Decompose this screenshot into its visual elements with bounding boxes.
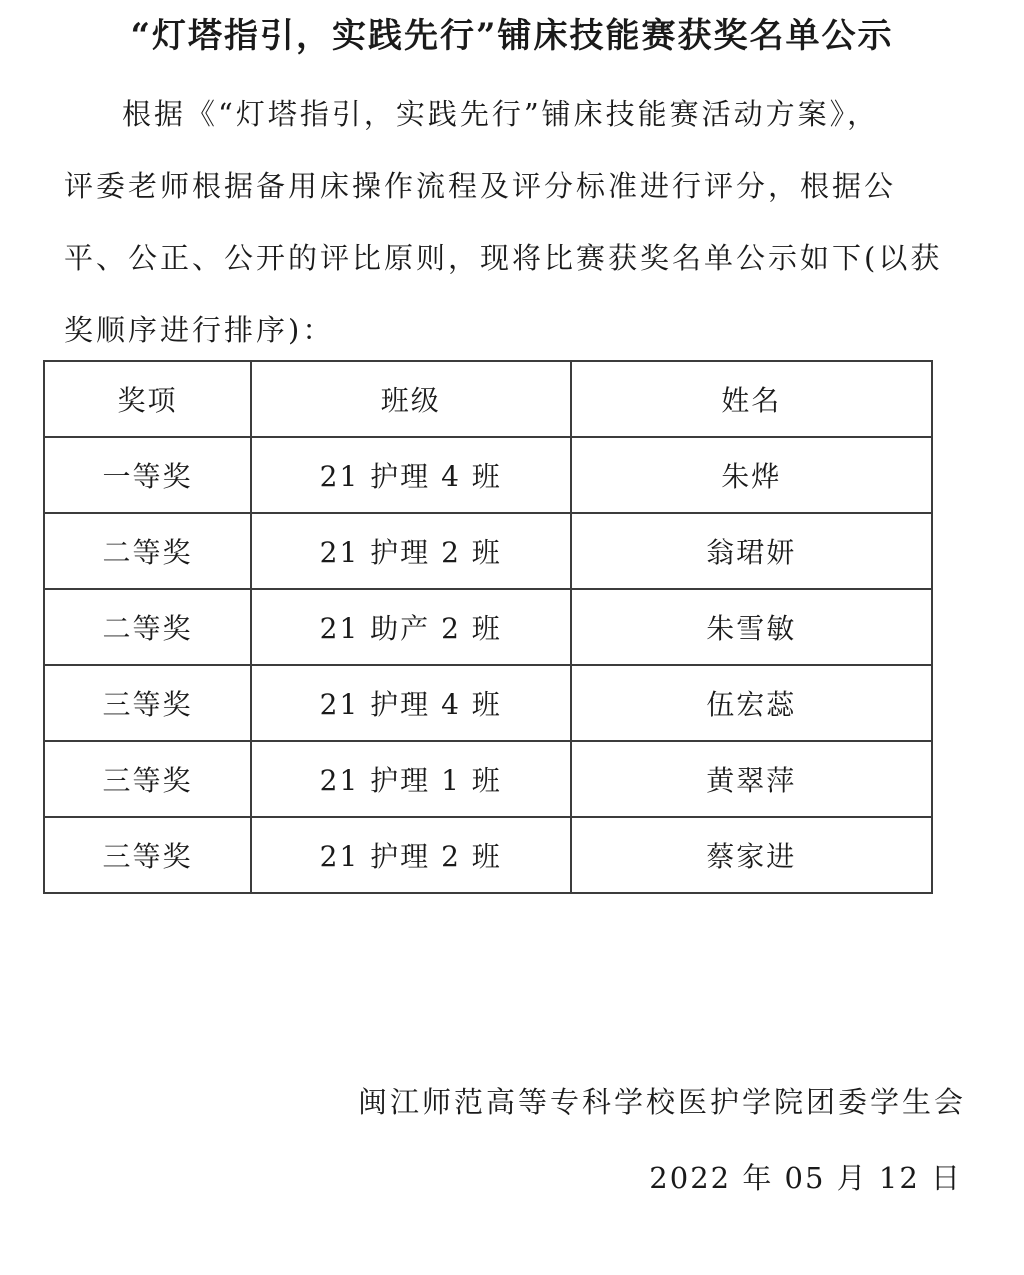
table-cell: 朱烨 — [571, 437, 932, 513]
table-cell: 21 护理 4 班 — [251, 437, 571, 513]
signature-organization: 闽江师范高等专科学校医护学院团委学生会 — [357, 1085, 966, 1119]
table-cell: 一等奖 — [44, 437, 251, 513]
table-cell: 21 护理 2 班 — [251, 513, 571, 589]
table-cell: 21 护理 1 班 — [251, 741, 571, 817]
column-header: 奖项 — [44, 361, 251, 437]
table-cell: 21 护理 4 班 — [251, 665, 571, 741]
table-cell: 三等奖 — [44, 741, 251, 817]
table-row — [44, 589, 932, 665]
table-cell: 三等奖 — [44, 817, 251, 893]
table-row — [44, 741, 932, 817]
table-cell: 三等奖 — [44, 665, 251, 741]
paragraph-line: 评委老师根据备用床操作流程及评分标准进行评分，根据公 — [64, 169, 897, 203]
table-cell: 伍宏蕊 — [571, 665, 932, 741]
awards-table-header — [44, 361, 932, 437]
paragraph-line: 奖顺序进行排序)： — [64, 313, 335, 347]
paragraph-line: 平、公正、公开的评比原则，现将比赛获奖名单公示如下(以获 — [64, 241, 943, 275]
table-cell: 二等奖 — [44, 513, 251, 589]
table-row — [44, 513, 932, 589]
signature-date: 2022 年 05 月 12 日 — [649, 1161, 962, 1195]
intro-paragraph — [64, 78, 968, 366]
table-cell: 21 护理 2 班 — [251, 817, 571, 893]
column-header: 姓名 — [571, 361, 932, 437]
table-cell: 黄翠萍 — [571, 741, 932, 817]
table-row — [44, 817, 932, 893]
table-cell: 蔡家进 — [571, 817, 932, 893]
header-row — [44, 361, 932, 437]
table-cell: 翁珺妍 — [571, 513, 932, 589]
paragraph-line: 根据《“灯塔指引，实践先行”铺床技能赛活动方案》， — [122, 97, 880, 131]
document-title: “灯塔指引，实践先行”铺床技能赛获奖名单公示 — [130, 16, 894, 56]
table-cell: 二等奖 — [44, 589, 251, 665]
table-cell: 朱雪敏 — [571, 589, 932, 665]
table-cell: 21 助产 2 班 — [251, 589, 571, 665]
column-header: 班级 — [251, 361, 571, 437]
table-row — [44, 437, 932, 513]
awards-table — [43, 360, 933, 894]
awards-table-body — [44, 437, 932, 893]
table-row — [44, 665, 932, 741]
